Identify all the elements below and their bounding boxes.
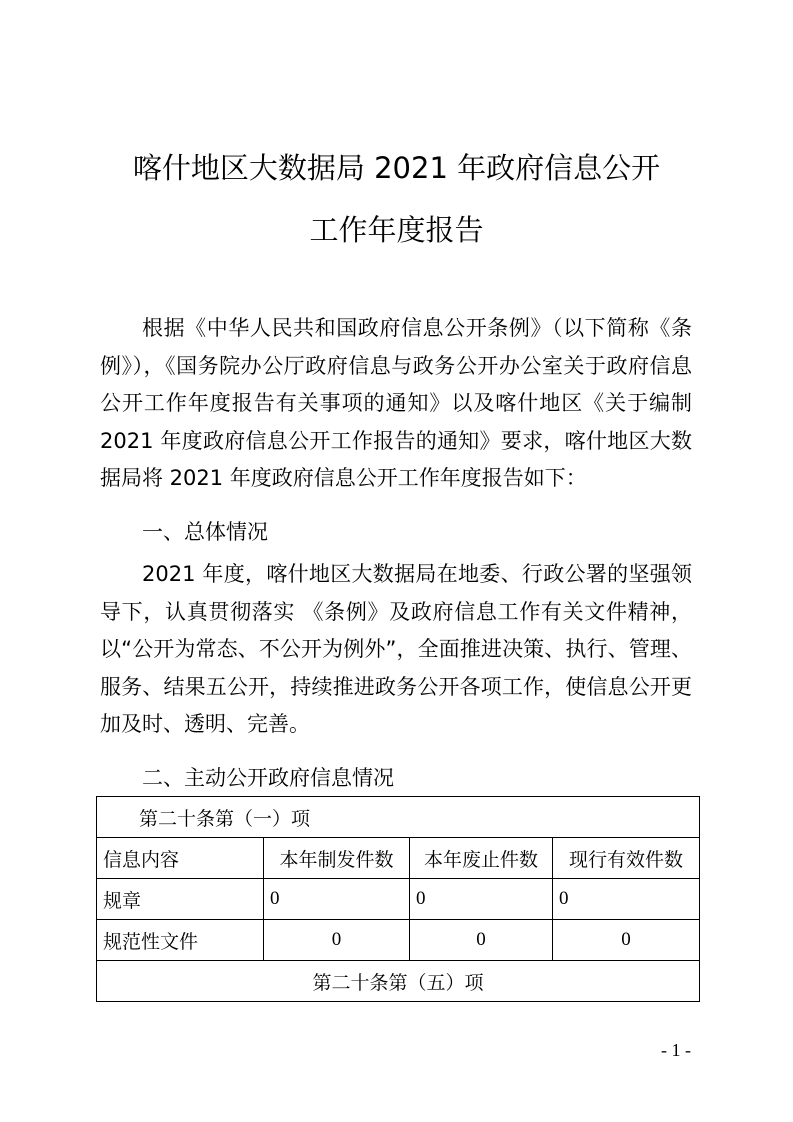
section-1-heading: 一、总体情况	[142, 520, 268, 544]
section-2-heading: 二、主动公开政府信息情况	[142, 766, 394, 790]
table-row	[97, 920, 700, 961]
table-cell: 0	[553, 920, 700, 961]
disclosure-table	[96, 796, 700, 1002]
table-row-label: 规章	[97, 879, 264, 920]
table-cell: 0	[410, 920, 553, 961]
table-header-cell: 信息内容	[97, 838, 264, 879]
table-cell: 0	[264, 920, 410, 961]
intro-paragraph: 根据《中华人民共和国政府信息公开条例》（以下简称《条例》），《国务院办公厅政府信息与政务公开办公室关于政府信息公开工作年度报告有关事项的通知》以及喀什地区《关于编制2021 年度政府信息公开工作报告的通知》要求，喀什地区大数据局将 2021 年度政府信息公开工作年度报告如下：	[100, 316, 692, 491]
table-section-row	[97, 797, 700, 838]
page-number: - 1 -	[661, 1040, 691, 1060]
report-title-line-2: 工作年度报告	[309, 213, 484, 247]
table-row	[97, 879, 700, 920]
table-row-label: 规范性文件	[97, 920, 264, 961]
table-cell: 0	[410, 879, 553, 920]
table-header-cell: 本年废止件数	[410, 838, 553, 879]
report-title-line-1: 喀什地区大数据局 2021 年政府信息公开	[132, 151, 661, 185]
table-header-cell: 现行有效件数	[553, 838, 700, 879]
table-section-row	[97, 961, 700, 1002]
overview-paragraph: 2021 年度，喀什地区大数据局在地委、行政公署的坚强领导下，认真贯彻落实 《条例》及政府信息工作有关文件精神，以“公开为常态、不公开为例外”，全面推进决策、执行、管理、服务、结果五公开，持续推进政务公开各项工作，使信息公开更加及时、透明、完善。	[100, 562, 692, 737]
table-section-article-20-1: 第二十条第（一）项	[97, 797, 700, 838]
table-cell: 0	[553, 879, 700, 920]
table-cell: 0	[264, 879, 410, 920]
table-header-row	[97, 838, 700, 879]
table-section-article-20-5: 第二十条第（五）项	[97, 961, 700, 1002]
table-header-cell: 本年制发件数	[264, 838, 410, 879]
